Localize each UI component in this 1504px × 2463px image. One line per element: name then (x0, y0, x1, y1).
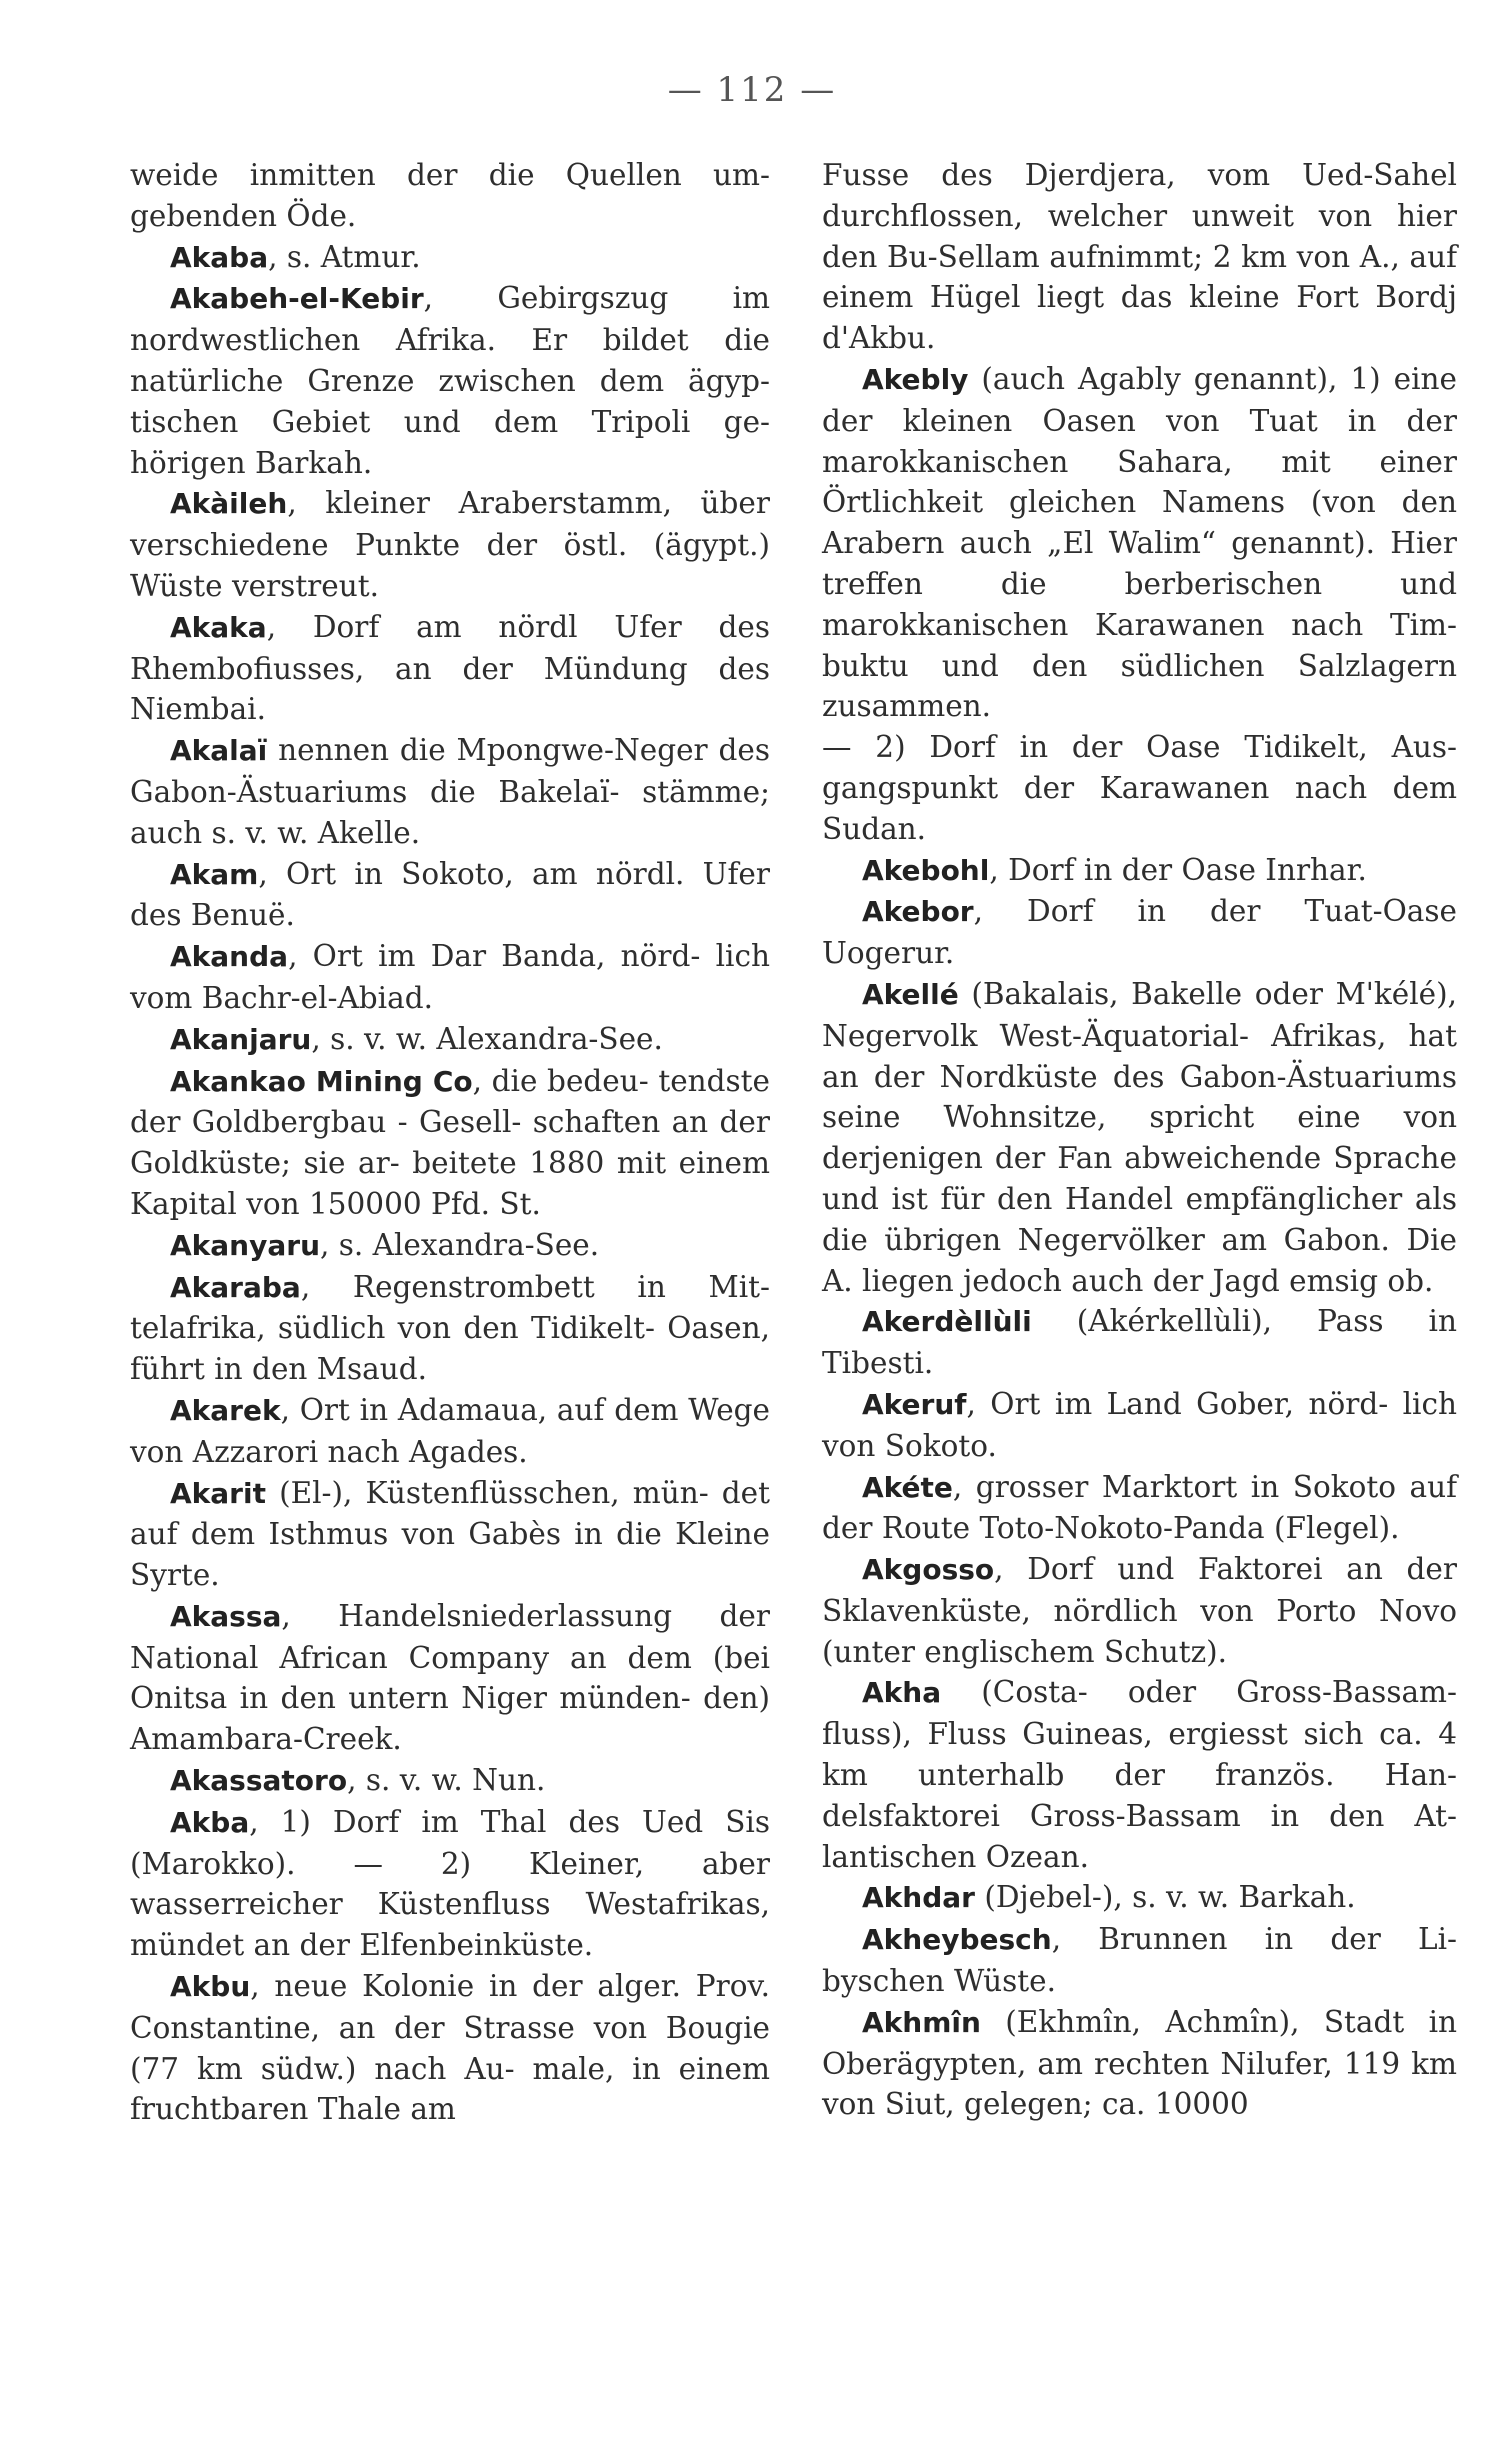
dictionary-entry (822, 727, 1457, 849)
entry-text: — 2) Dorf in der Oase Tidikelt, Aus- gangspunkt der Karawanen nach dem Sudan. (822, 730, 1457, 846)
entry-text: , Dorf in der Tuat-Oase Uogerur. (822, 894, 1457, 971)
dictionary-entry (822, 1301, 1457, 1384)
dictionary-entry (822, 1549, 1457, 1672)
entry-text: (Ekhmîn, Achmîn), Stadt in Oberägypten, am rechten Nilufer, 119 km von Siut, gelegen; ca. 10000 (822, 2004, 1457, 2122)
entry-text: , 1) Dorf im Thal des Ued Sis (Marokko). — 2) Kleiner, aber wasserreicher Küstenfluss Westafrikas, mündet an der Elfenbeinküste. (130, 1804, 770, 1963)
entry-headword: Akanjaru (170, 1022, 312, 1056)
entry-text: , kleiner Araberstamm, über verschiedene Punkte der östl. (ägypt.) Wüste verstreut. (130, 486, 770, 603)
entry-headword: Akeruf (862, 1387, 967, 1421)
entry-text: , die bedeu- tendste der Goldbergbau - Gesell- schaften an der Goldküste; sie ar- beitete 1880 mit einem Kapital von 150000 Pfd. St. (130, 1063, 770, 1221)
entry-text: , Handelsniederlassung der National African Company an dem (bei Onitsa in den untern Niger münden- den) Amambara-Creek. (130, 1598, 770, 1757)
entry-text: , s. Atmur. (268, 239, 421, 274)
dictionary-entry (130, 155, 770, 237)
entry-text: (auch Agably genannt), 1) eine der kleinen Oasen von Tuat in der marokkanischen Sahara, mit einer Örtlichkeit gleichen Namens (von den Arabern auch „El Walim“ genannt). Hier treffen die berberischen und marokkanischen Karawanen nach Tim- buktu und den südlichen Salzlagern zusammen. (822, 361, 1457, 724)
entry-headword: Akassa (170, 1599, 282, 1633)
entry-headword: Akgosso (862, 1553, 995, 1587)
entry-headword: Akellé (862, 977, 959, 1011)
entry-text: , Gebirgszug im nordwestlichen Afrika. Er bildet die natürliche Grenze zwischen dem ägyp- tischen Gebiet und dem Tripoli ge- hörigen Barkah. (130, 281, 770, 480)
dictionary-entry (822, 155, 1457, 359)
entry-text: (Costa- oder Gross-Bassam- fluss), Fluss Guineas, ergiesst sich ca. 4 km unterhalb der französ. Han- delsfaktorei Gross-Bassam in den At- lantischen Ozean. (822, 1675, 1457, 1874)
entry-text: , Ort in Sokoto, am nördl. Ufer des Benuë. (130, 856, 770, 933)
left-column (130, 155, 770, 2130)
entry-text: , s. Alexandra-See. (320, 1227, 600, 1262)
dictionary-entry (130, 1061, 770, 1225)
entry-text: weide inmitten der die Quellen um- gebenden Öde. (130, 158, 770, 233)
page-number: — 112 — (667, 70, 837, 110)
dictionary-entry (130, 1760, 770, 1802)
dictionary-entry (130, 1225, 770, 1267)
entry-headword: Akarit (170, 1476, 266, 1510)
entry-text: , Dorf und Faktorei an der Sklavenküste, nördlich von Porto Novo (unter englischem Schutz). (822, 1552, 1457, 1669)
dictionary-entry (130, 278, 770, 483)
entry-headword: Akaka (170, 610, 267, 644)
entry-text: , neue Kolonie in der alger. Prov. Constantine, an der Strasse von Bougie (77 km südw.) nach Au- male, in einem fruchtbaren Thale am (130, 1969, 770, 2127)
entry-headword: Akanda (170, 940, 289, 974)
entry-text: , Dorf in der Oase Inrhar. (989, 852, 1367, 887)
dictionary-entry (130, 1019, 770, 1061)
dictionary-entry (130, 1473, 770, 1596)
entry-headword: Akhdar (862, 1881, 975, 1915)
entry-headword: Akankao Mining Co (170, 1064, 473, 1098)
dictionary-entry (130, 1267, 770, 1390)
dictionary-entry (822, 2002, 1457, 2125)
dictionary-entry (130, 936, 770, 1019)
dictionary-entry (130, 1596, 770, 1760)
entry-headword: Akalaï (170, 734, 268, 768)
entry-headword: Akheybesch (862, 1923, 1052, 1957)
entry-headword: Akanyaru (170, 1228, 321, 1262)
dictionary-entry (822, 1384, 1457, 1467)
dictionary-entry (822, 850, 1457, 892)
right-column (822, 155, 1457, 2125)
entry-headword: Akéte (862, 1470, 953, 1504)
dictionary-entry (130, 1802, 770, 1966)
entry-text: , Regenstrombett in Mit- telafrika, südlich von den Tidikelt- Oasen, führt in den Msaud. (130, 1269, 770, 1387)
entry-headword: Akha (862, 1676, 942, 1710)
dictionary-entry (822, 1877, 1457, 1919)
entry-text: , Ort im Land Gober, nörd- lich von Sokoto. (822, 1386, 1457, 1463)
entry-headword: Akhmîn (862, 2005, 981, 2039)
dictionary-entry (130, 607, 770, 730)
entry-headword: Akabeh-el-Kebir (170, 282, 424, 316)
entry-text: (Bakalais, Bakelle oder M'kélé), Negervolk West-Äquatorial- Afrikas, hat an der Nordküste des Gabon-Ästuariums seine Wohnsitze, spricht eine von derjenigen der Fan abweichende Sprache und ist für den Handel empfänglicher als die übrigen Negervölker am Gabon. Die A. liegen jedoch auch der Jagd emsig ob. (822, 976, 1457, 1298)
entry-headword: Akam (170, 857, 259, 891)
entry-text: , s. v. w. Nun. (347, 1763, 546, 1798)
dictionary-entry (130, 854, 770, 937)
entry-headword: Akbu (170, 1970, 251, 2004)
entry-headword: Akaba (170, 240, 269, 274)
entry-text: nennen die Mpongwe-Neger des Gabon-Ästuariums die Bakelaï- stämme; auch s. v. w. Akelle. (130, 733, 770, 850)
entry-text: (Djebel-), s. v. w. Barkah. (974, 1880, 1356, 1915)
dictionary-entry (130, 1390, 770, 1473)
entry-text: Fusse des Djerdjera, vom Ued-Sahel durchflossen, welcher unweit von hier den Bu-Sellam aufnimmt; 2 km von A., auf einem Hügel liegt das kleine Fort Bordj d'Akbu. (822, 158, 1457, 356)
entry-headword: Akerdèllùli (862, 1305, 1032, 1339)
dictionary-entry (822, 359, 1457, 727)
dictionary-entry (130, 1966, 770, 2130)
entry-headword: Akebohl (862, 853, 990, 887)
dictionary-entry (822, 1467, 1457, 1550)
entry-headword: Akarek (170, 1393, 281, 1427)
dictionary-entry (822, 1919, 1457, 2002)
dictionary-entry (130, 237, 770, 279)
entry-headword: Akàileh (170, 487, 288, 521)
dictionary-entry (130, 730, 770, 853)
entry-text: (El-), Küstenflüsschen, mün- det auf dem Isthmus von Gabès in die Kleine Syrte. (130, 1475, 770, 1593)
dictionary-entry (822, 1672, 1457, 1877)
entry-text: , Dorf am nördl Ufer des Rhembofiusses, an der Mündung des Niembai. (130, 609, 770, 727)
entry-headword: Akassatoro (170, 1764, 348, 1798)
entry-text: (Akérkellùli), Pass in Tibesti. (822, 1304, 1457, 1381)
dictionary-entry (130, 483, 770, 606)
entry-text: , Ort im Dar Banda, nörd- lich vom Bachr-el-Abiad. (130, 939, 770, 1015)
entry-text: , Ort in Adamaua, auf dem Wege von Azzarori nach Agades. (130, 1392, 770, 1469)
entry-headword: Akebly (862, 362, 969, 396)
entry-headword: Akba (170, 1805, 250, 1839)
entry-headword: Akaraba (170, 1270, 301, 1304)
dictionary-entry (822, 974, 1457, 1301)
entry-text: , Brunnen in der Li- byschen Wüste. (822, 1922, 1457, 1999)
dictionary-entry (822, 891, 1457, 974)
entry-text: , s. v. w. Alexandra-See. (311, 1021, 663, 1056)
entry-text: , grosser Marktort in Sokoto auf der Route Toto-Nokoto-Panda (Flegel). (822, 1469, 1457, 1546)
entry-headword: Akebor (862, 895, 974, 929)
